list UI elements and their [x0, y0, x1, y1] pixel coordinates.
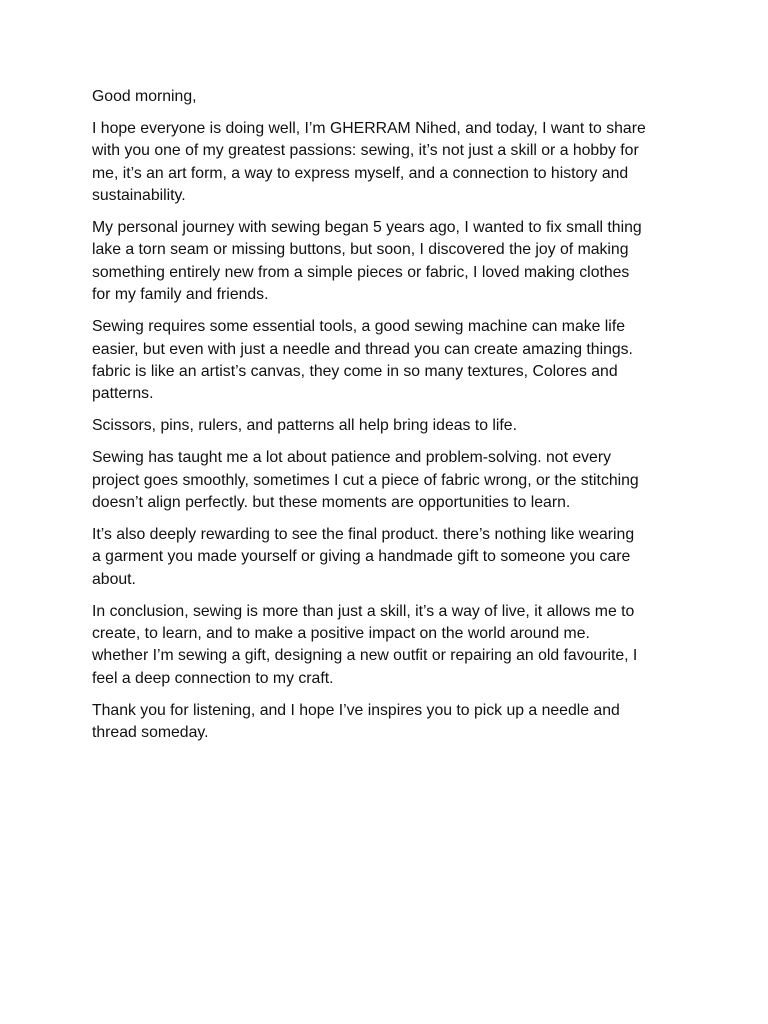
text-line: Scissors, pins, rulers, and patterns all help bring ideas to life.: [92, 417, 517, 435]
paragraph-conclusion: [92, 601, 682, 691]
paragraph-patience: [92, 447, 682, 514]
text-line: It’s also deeply rewarding to see the final product. there’s nothing like wearing: [92, 525, 635, 543]
text-line: something entirely new from a simple pieces or fabric, I loved making clothes: [92, 263, 630, 281]
text-line: doesn’t align perfectly. but these moments are opportunities to learn.: [92, 494, 571, 511]
text-line: feel a deep connection to my craft.: [92, 669, 334, 687]
text-line: Sewing has taught me a lot about patience and problem-solving. not every: [92, 449, 611, 467]
paragraph-closing: [92, 700, 682, 745]
paragraph-introduction: [92, 118, 682, 208]
text-line: Good morning,: [92, 88, 197, 105]
text-line: whether I’m sewing a gift, designing a new outfit or repairing an old favourite, I: [92, 647, 638, 665]
paragraph-greeting: [92, 86, 682, 108]
text-line: me, it’s an art form, a way to express myself, and a connection to history and: [92, 164, 629, 182]
text-line: with you one of my greatest passions: sewing, it’s not just a skill or a hobby for: [92, 142, 639, 160]
text-line: lake a torn seam or missing buttons, but soon, I discovered the joy of making: [92, 241, 629, 259]
paragraph-journey: [92, 217, 682, 307]
text-line: I hope everyone is doing well, I’m GHERRAM Nihed, and today, I want to share: [92, 119, 646, 137]
text-line: patterns.: [92, 385, 154, 403]
text-line: for my family and friends.: [92, 286, 269, 304]
paragraph-scissors: [92, 415, 682, 437]
text-line: project goes smoothly, sometimes I cut a piece of fabric wrong, or the stitching: [92, 471, 639, 489]
text-line: sustainability.: [92, 187, 186, 205]
text-line: In conclusion, sewing is more than just a skill, it’s a way of live, it allows me to: [92, 602, 635, 620]
text-line: thread someday.: [92, 724, 209, 742]
text-line: My personal journey with sewing began 5 years ago, I wanted to fix small thing: [92, 219, 642, 237]
document-body: [92, 86, 682, 754]
text-line: Sewing requires some essential tools, a good sewing machine can make life: [92, 318, 625, 336]
text-line: create, to learn, and to make a positive impact on the world around me.: [92, 625, 590, 643]
text-line: easier, but even with just a needle and thread you can create amazing things.: [92, 340, 633, 358]
paragraph-tools: [92, 316, 682, 406]
text-line: a garment you made yourself or giving a handmade gift to someone you care: [92, 548, 631, 566]
text-line: fabric is like an artist’s canvas, they come in so many textures, Colores and: [92, 362, 618, 380]
text-line: Thank you for listening, and I hope I’ve inspires you to pick up a needle and: [92, 701, 620, 719]
paragraph-rewarding: [92, 524, 682, 591]
text-line: about.: [92, 570, 136, 588]
